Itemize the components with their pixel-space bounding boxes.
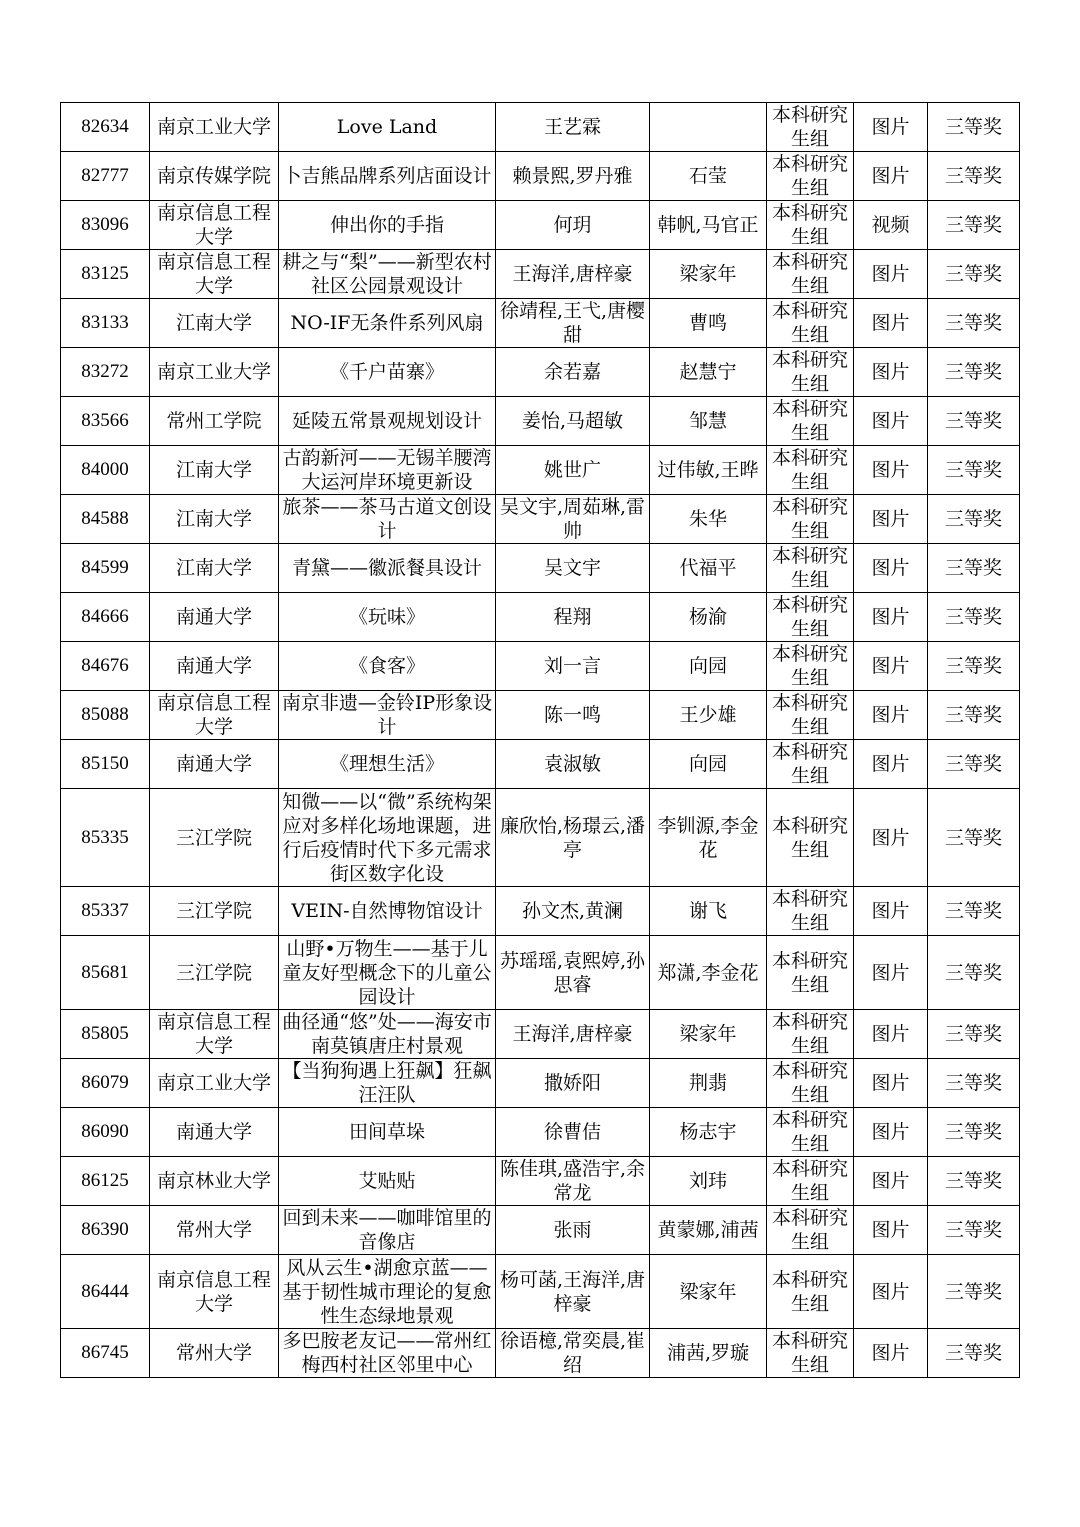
table-row bbox=[61, 397, 1020, 446]
advisor: 杨志宇 bbox=[650, 1108, 767, 1157]
work-type: 图片 bbox=[854, 1108, 928, 1157]
advisor: 杨渝 bbox=[650, 593, 767, 642]
school: 南京信息工程大学 bbox=[150, 1255, 279, 1329]
authors: 杨可菡,王海洋,唐梓豪 bbox=[496, 1255, 650, 1329]
group: 本科研究生组 bbox=[767, 446, 854, 495]
advisor: 韩帆,马官正 bbox=[650, 201, 767, 250]
entry-id: 86090 bbox=[61, 1108, 150, 1157]
authors: 姜怡,马超敏 bbox=[496, 397, 650, 446]
school: 常州大学 bbox=[150, 1206, 279, 1255]
work-title: 《食客》 bbox=[279, 642, 496, 691]
table-row bbox=[61, 1059, 1020, 1108]
group: 本科研究生组 bbox=[767, 544, 854, 593]
work-type: 图片 bbox=[854, 642, 928, 691]
award: 三等奖 bbox=[928, 544, 1020, 593]
entry-id: 86125 bbox=[61, 1157, 150, 1206]
award: 三等奖 bbox=[928, 201, 1020, 250]
work-type: 图片 bbox=[854, 1206, 928, 1255]
school: 南京信息工程大学 bbox=[150, 1010, 279, 1059]
work-title: NO-IF无条件系列风扇 bbox=[279, 299, 496, 348]
table-row bbox=[61, 593, 1020, 642]
authors: 王海洋,唐梓豪 bbox=[496, 250, 650, 299]
authors: 余若嘉 bbox=[496, 348, 650, 397]
award: 三等奖 bbox=[928, 1206, 1020, 1255]
table-row bbox=[61, 740, 1020, 789]
entry-id: 85335 bbox=[61, 789, 150, 887]
school: 南京传媒学院 bbox=[150, 152, 279, 201]
work-type: 图片 bbox=[854, 887, 928, 936]
group: 本科研究生组 bbox=[767, 887, 854, 936]
group: 本科研究生组 bbox=[767, 789, 854, 887]
advisor bbox=[650, 103, 767, 152]
table-row bbox=[61, 201, 1020, 250]
group: 本科研究生组 bbox=[767, 1206, 854, 1255]
advisor: 向园 bbox=[650, 642, 767, 691]
work-title: 田间草垛 bbox=[279, 1108, 496, 1157]
table-row bbox=[61, 1157, 1020, 1206]
award: 三等奖 bbox=[928, 299, 1020, 348]
authors: 陈佳琪,盛浩宇,余常龙 bbox=[496, 1157, 650, 1206]
entry-id: 85088 bbox=[61, 691, 150, 740]
table-row bbox=[61, 348, 1020, 397]
work-title: 耕之与“梨”——新型农村社区公园景观设计 bbox=[279, 250, 496, 299]
work-type: 图片 bbox=[854, 250, 928, 299]
group: 本科研究生组 bbox=[767, 1010, 854, 1059]
advisor: 朱华 bbox=[650, 495, 767, 544]
advisor: 梁家年 bbox=[650, 1010, 767, 1059]
group: 本科研究生组 bbox=[767, 201, 854, 250]
entry-id: 85681 bbox=[61, 936, 150, 1010]
school: 南京信息工程大学 bbox=[150, 201, 279, 250]
awards-table bbox=[60, 102, 1020, 1378]
group: 本科研究生组 bbox=[767, 348, 854, 397]
school: 江南大学 bbox=[150, 299, 279, 348]
work-type: 图片 bbox=[854, 691, 928, 740]
work-type: 图片 bbox=[854, 152, 928, 201]
group: 本科研究生组 bbox=[767, 1329, 854, 1378]
school: 南京林业大学 bbox=[150, 1157, 279, 1206]
work-type: 图片 bbox=[854, 593, 928, 642]
work-type: 图片 bbox=[854, 1255, 928, 1329]
advisor: 曹鸣 bbox=[650, 299, 767, 348]
authors: 张雨 bbox=[496, 1206, 650, 1255]
award: 三等奖 bbox=[928, 103, 1020, 152]
entry-id: 82634 bbox=[61, 103, 150, 152]
table-row bbox=[61, 1206, 1020, 1255]
group: 本科研究生组 bbox=[767, 397, 854, 446]
group: 本科研究生组 bbox=[767, 593, 854, 642]
table-row bbox=[61, 1255, 1020, 1329]
authors: 吴文宇,周茹琳,雷帅 bbox=[496, 495, 650, 544]
school: 江南大学 bbox=[150, 544, 279, 593]
work-type: 图片 bbox=[854, 1329, 928, 1378]
table-row bbox=[61, 299, 1020, 348]
school: 常州工学院 bbox=[150, 397, 279, 446]
entry-id: 84588 bbox=[61, 495, 150, 544]
entry-id: 84666 bbox=[61, 593, 150, 642]
authors: 袁淑敏 bbox=[496, 740, 650, 789]
award: 三等奖 bbox=[928, 250, 1020, 299]
award: 三等奖 bbox=[928, 1059, 1020, 1108]
entry-id: 83566 bbox=[61, 397, 150, 446]
work-type: 图片 bbox=[854, 936, 928, 1010]
advisor: 石莹 bbox=[650, 152, 767, 201]
work-title: 卜吉熊品牌系列店面设计 bbox=[279, 152, 496, 201]
school: 江南大学 bbox=[150, 446, 279, 495]
work-type: 图片 bbox=[854, 299, 928, 348]
authors: 姚世广 bbox=[496, 446, 650, 495]
entry-id: 83133 bbox=[61, 299, 150, 348]
entry-id: 86079 bbox=[61, 1059, 150, 1108]
advisor: 黄蒙娜,浦茜 bbox=[650, 1206, 767, 1255]
authors: 何玥 bbox=[496, 201, 650, 250]
group: 本科研究生组 bbox=[767, 1157, 854, 1206]
work-title: 山野•万物生——基于儿童友好型概念下的儿童公园设计 bbox=[279, 936, 496, 1010]
group: 本科研究生组 bbox=[767, 740, 854, 789]
authors: 徐语檍,常奕晨,崔绍 bbox=[496, 1329, 650, 1378]
advisor: 王少雄 bbox=[650, 691, 767, 740]
authors: 王海洋,唐梓豪 bbox=[496, 1010, 650, 1059]
award: 三等奖 bbox=[928, 936, 1020, 1010]
award: 三等奖 bbox=[928, 887, 1020, 936]
entry-id: 82777 bbox=[61, 152, 150, 201]
advisor: 梁家年 bbox=[650, 250, 767, 299]
table-row bbox=[61, 250, 1020, 299]
work-title: 南京非遗—金铃IP形象设计 bbox=[279, 691, 496, 740]
table-row bbox=[61, 1329, 1020, 1378]
authors: 撒娇阳 bbox=[496, 1059, 650, 1108]
authors: 徐靖程,王弋,唐樱甜 bbox=[496, 299, 650, 348]
entry-id: 83272 bbox=[61, 348, 150, 397]
advisor: 梁家年 bbox=[650, 1255, 767, 1329]
table-row bbox=[61, 152, 1020, 201]
work-title: 多巴胺老友记——常州红梅西村社区邻里中心 bbox=[279, 1329, 496, 1378]
table-row bbox=[61, 544, 1020, 593]
award: 三等奖 bbox=[928, 495, 1020, 544]
work-type: 视频 bbox=[854, 201, 928, 250]
advisor: 李钏源,李金花 bbox=[650, 789, 767, 887]
school: 常州大学 bbox=[150, 1329, 279, 1378]
entry-id: 85337 bbox=[61, 887, 150, 936]
table-row bbox=[61, 1010, 1020, 1059]
advisor: 邹慧 bbox=[650, 397, 767, 446]
advisor: 过伟敏,王晔 bbox=[650, 446, 767, 495]
table-row bbox=[61, 642, 1020, 691]
table-row bbox=[61, 1108, 1020, 1157]
table-row bbox=[61, 789, 1020, 887]
entry-id: 83125 bbox=[61, 250, 150, 299]
authors: 孙文杰,黄澜 bbox=[496, 887, 650, 936]
school: 南通大学 bbox=[150, 1108, 279, 1157]
work-title: 古韵新河——无锡羊腰湾大运河岸环境更新设 bbox=[279, 446, 496, 495]
work-title: 知微——以“微”系统构架应对多样化场地课题，进行后疫情时代下多元需求街区数字化设 bbox=[279, 789, 496, 887]
work-title: 回到未来——咖啡馆里的音像店 bbox=[279, 1206, 496, 1255]
advisor: 谢飞 bbox=[650, 887, 767, 936]
entry-id: 84676 bbox=[61, 642, 150, 691]
award: 三等奖 bbox=[928, 152, 1020, 201]
authors: 陈一鸣 bbox=[496, 691, 650, 740]
work-type: 图片 bbox=[854, 1059, 928, 1108]
school: 南京工业大学 bbox=[150, 103, 279, 152]
work-type: 图片 bbox=[854, 1010, 928, 1059]
school: 江南大学 bbox=[150, 495, 279, 544]
award: 三等奖 bbox=[928, 789, 1020, 887]
group: 本科研究生组 bbox=[767, 152, 854, 201]
school: 南京信息工程大学 bbox=[150, 250, 279, 299]
table-row bbox=[61, 691, 1020, 740]
group: 本科研究生组 bbox=[767, 103, 854, 152]
advisor: 荆翡 bbox=[650, 1059, 767, 1108]
award: 三等奖 bbox=[928, 740, 1020, 789]
work-title: 风从云生•湖愈京蓝——基于韧性城市理论的复愈性生态绿地景观 bbox=[279, 1255, 496, 1329]
work-title: 青黛——徽派餐具设计 bbox=[279, 544, 496, 593]
school: 南京信息工程大学 bbox=[150, 691, 279, 740]
work-title: Love Land bbox=[279, 103, 496, 152]
award: 三等奖 bbox=[928, 642, 1020, 691]
table-row bbox=[61, 103, 1020, 152]
work-type: 图片 bbox=[854, 397, 928, 446]
work-title: 《玩味》 bbox=[279, 593, 496, 642]
group: 本科研究生组 bbox=[767, 495, 854, 544]
work-type: 图片 bbox=[854, 1157, 928, 1206]
entry-id: 86745 bbox=[61, 1329, 150, 1378]
entry-id: 86390 bbox=[61, 1206, 150, 1255]
group: 本科研究生组 bbox=[767, 642, 854, 691]
award: 三等奖 bbox=[928, 1255, 1020, 1329]
work-title: 伸出你的手指 bbox=[279, 201, 496, 250]
work-type: 图片 bbox=[854, 544, 928, 593]
work-type: 图片 bbox=[854, 348, 928, 397]
authors: 王艺霖 bbox=[496, 103, 650, 152]
authors: 吴文宇 bbox=[496, 544, 650, 593]
group: 本科研究生组 bbox=[767, 299, 854, 348]
authors: 徐曹佶 bbox=[496, 1108, 650, 1157]
school: 南通大学 bbox=[150, 740, 279, 789]
advisor: 郑潇,李金花 bbox=[650, 936, 767, 1010]
award: 三等奖 bbox=[928, 397, 1020, 446]
school: 三江学院 bbox=[150, 936, 279, 1010]
school: 南通大学 bbox=[150, 642, 279, 691]
award: 三等奖 bbox=[928, 1108, 1020, 1157]
award: 三等奖 bbox=[928, 1157, 1020, 1206]
award: 三等奖 bbox=[928, 1329, 1020, 1378]
school: 南通大学 bbox=[150, 593, 279, 642]
advisor: 赵慧宁 bbox=[650, 348, 767, 397]
school: 三江学院 bbox=[150, 887, 279, 936]
work-type: 图片 bbox=[854, 103, 928, 152]
advisor: 向园 bbox=[650, 740, 767, 789]
table-body bbox=[61, 103, 1020, 1378]
group: 本科研究生组 bbox=[767, 1108, 854, 1157]
award: 三等奖 bbox=[928, 446, 1020, 495]
authors: 苏瑶瑶,袁熙婷,孙思睿 bbox=[496, 936, 650, 1010]
authors: 程翔 bbox=[496, 593, 650, 642]
work-title: 【当狗狗遇上狂飙】狂飙汪汪队 bbox=[279, 1059, 496, 1108]
work-title: 曲径通“悠”处——海安市南莫镇唐庄村景观 bbox=[279, 1010, 496, 1059]
group: 本科研究生组 bbox=[767, 936, 854, 1010]
school: 三江学院 bbox=[150, 789, 279, 887]
award: 三等奖 bbox=[928, 1010, 1020, 1059]
entry-id: 84000 bbox=[61, 446, 150, 495]
table-row bbox=[61, 495, 1020, 544]
work-title: 旅茶——茶马古道文创设计 bbox=[279, 495, 496, 544]
advisor: 代福平 bbox=[650, 544, 767, 593]
authors: 刘一言 bbox=[496, 642, 650, 691]
table-row bbox=[61, 446, 1020, 495]
work-title: VEIN-自然博物馆设计 bbox=[279, 887, 496, 936]
work-type: 图片 bbox=[854, 740, 928, 789]
award: 三等奖 bbox=[928, 691, 1020, 740]
work-type: 图片 bbox=[854, 495, 928, 544]
group: 本科研究生组 bbox=[767, 691, 854, 740]
group: 本科研究生组 bbox=[767, 1255, 854, 1329]
group: 本科研究生组 bbox=[767, 250, 854, 299]
group: 本科研究生组 bbox=[767, 1059, 854, 1108]
work-title: 《理想生活》 bbox=[279, 740, 496, 789]
school: 南京工业大学 bbox=[150, 348, 279, 397]
work-type: 图片 bbox=[854, 789, 928, 887]
entry-id: 85805 bbox=[61, 1010, 150, 1059]
school: 南京工业大学 bbox=[150, 1059, 279, 1108]
authors: 赖景熙,罗丹雅 bbox=[496, 152, 650, 201]
award: 三等奖 bbox=[928, 348, 1020, 397]
award: 三等奖 bbox=[928, 593, 1020, 642]
advisor: 浦茜,罗璇 bbox=[650, 1329, 767, 1378]
work-type: 图片 bbox=[854, 446, 928, 495]
entry-id: 86444 bbox=[61, 1255, 150, 1329]
work-title: 艾贴贴 bbox=[279, 1157, 496, 1206]
table-row bbox=[61, 936, 1020, 1010]
authors: 廉欣怡,杨璟云,潘亭 bbox=[496, 789, 650, 887]
entry-id: 84599 bbox=[61, 544, 150, 593]
advisor: 刘玮 bbox=[650, 1157, 767, 1206]
entry-id: 85150 bbox=[61, 740, 150, 789]
table-row bbox=[61, 887, 1020, 936]
entry-id: 83096 bbox=[61, 201, 150, 250]
work-title: 《千户苗寨》 bbox=[279, 348, 496, 397]
work-title: 延陵五常景观规划设计 bbox=[279, 397, 496, 446]
